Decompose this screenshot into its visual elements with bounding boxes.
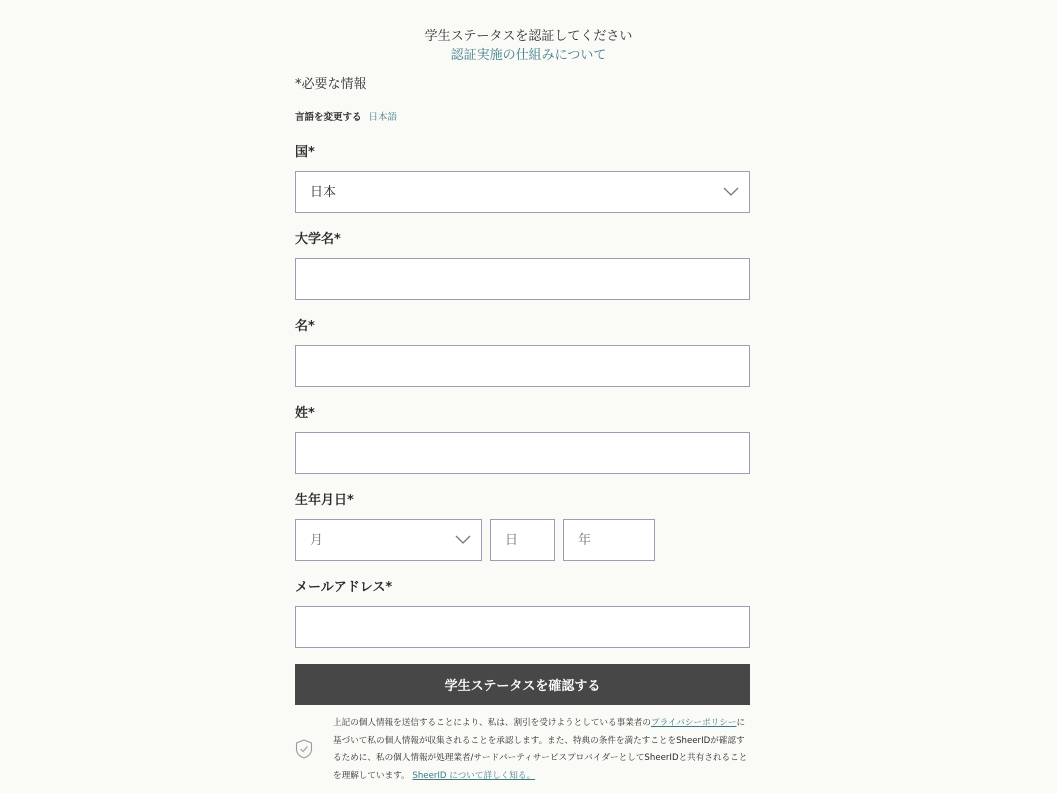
consent-text-part-1: 上記の個人情報を送信することにより、私は、割引を受けようとしている事業者の [333,718,651,728]
first-name-input[interactable] [295,345,750,387]
language-switcher [295,111,750,125]
country-select[interactable] [295,171,750,213]
birth-day-placeholder: 日 [505,533,519,548]
shield-check-icon [295,739,313,759]
university-label: 大学名* [295,232,341,247]
birth-day-input[interactable] [490,519,555,561]
birth-year-placeholder: 年 [578,533,592,548]
last-name-label: 姓* [295,406,315,421]
language-select-link[interactable]: 日本語 [368,112,398,123]
submit-button[interactable]: 学生ステータスを確認する [295,664,750,705]
birth-month-placeholder: 月 [310,533,324,548]
consent-text-part-2: に基づいて私の個人情報が収集されることを承認します。また、特典の条件を満たすことをSheerIDが確認するために、私の個人情報が処理業者/サードパーティサービスプロバイダーとしてSheerIDと共有されることを理解しています。 [333,718,748,781]
first-name-label: 名* [295,319,315,334]
birth-year-input[interactable] [563,519,655,561]
email-label: メールアドレス* [295,580,393,595]
language-label: 言語を変更する [295,112,362,123]
required-fields-note: *必要な情報 [295,77,367,92]
country-label: 国* [295,145,315,160]
page-title: 学生ステータスを認証してください [424,29,633,44]
birthdate-label: 生年月日* [295,493,354,508]
learn-more-sheerid-link[interactable]: SheerID について詳しく知る。 [412,770,536,781]
university-input[interactable] [295,258,750,300]
how-verification-works-link[interactable]: 認証実施の仕組みについて [450,48,607,63]
page-header [0,28,1057,66]
chevron-down-icon [722,182,740,200]
birth-month-select[interactable] [295,519,482,561]
last-name-input[interactable] [295,432,750,474]
student-verification-form [295,76,750,785]
consent-notice [295,715,750,785]
privacy-policy-link[interactable]: プライバシーポリシー [650,718,737,728]
consent-text [333,715,753,785]
chevron-down-icon [454,530,472,548]
birthdate-fields [295,519,750,561]
email-input[interactable] [295,606,750,648]
country-value: 日本 [310,185,337,200]
